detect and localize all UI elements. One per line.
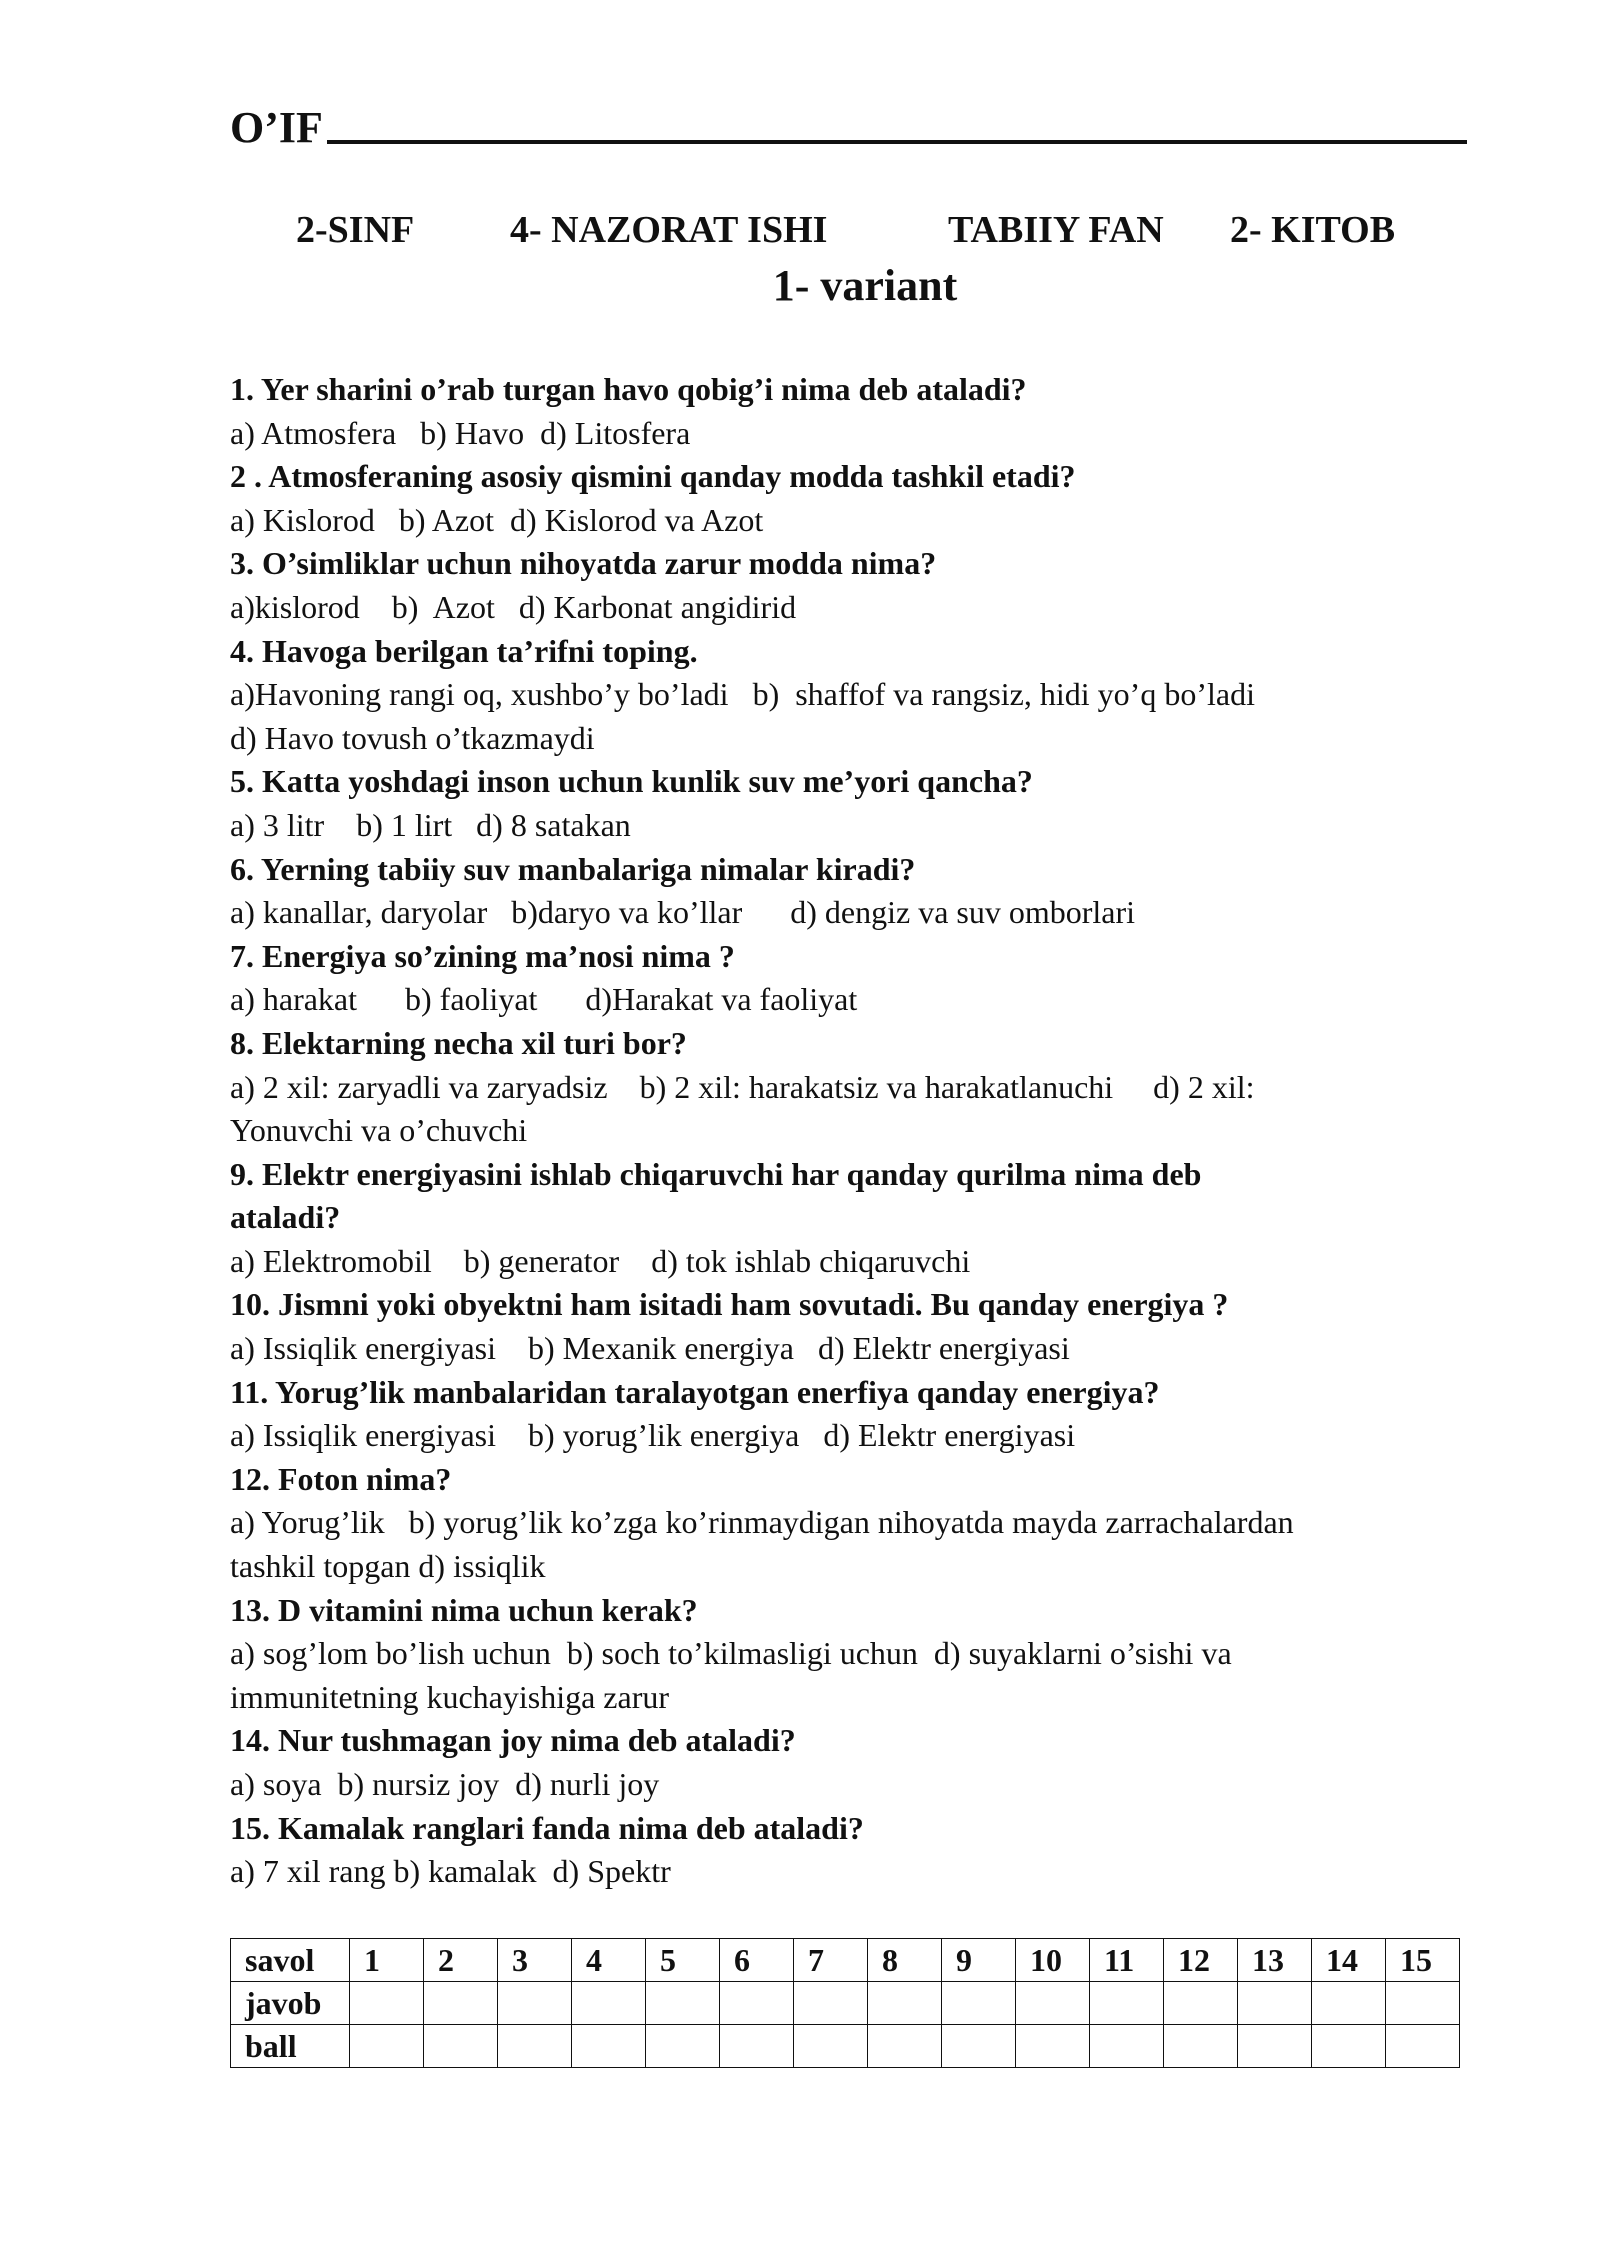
answer-cell[interactable]	[498, 1982, 572, 2025]
question-number-cell: 2	[424, 1939, 498, 1982]
question-block	[230, 630, 1510, 761]
answer-cell[interactable]	[942, 1982, 1016, 2025]
answer-options: a)kislorod b) Azot d) Karbonat angidirid	[230, 588, 797, 625]
answer-cell[interactable]	[794, 1982, 868, 2025]
question-text: 10. Jismni yoki obyektni ham isitadi ham sovutadi. Bu qanday energiya ?	[230, 1286, 1229, 1323]
question-text: 14. Nur tushmagan joy nima deb ataladi?	[230, 1722, 796, 1759]
question-number-cell: 6	[720, 1939, 794, 1982]
score-cell[interactable]	[424, 2025, 498, 2068]
question-number-cell: 10	[1016, 1939, 1090, 1982]
question-text: 2 . Atmosferaning asosiy qismini qanday modda tashkil etadi?	[230, 458, 1076, 495]
answer-cell[interactable]	[1238, 1982, 1312, 2025]
answer-options: a) 3 litr b) 1 lirt d) 8 satakan	[230, 806, 631, 843]
question-number-cell: 7	[794, 1939, 868, 1982]
score-cell[interactable]	[1386, 2025, 1460, 2068]
question-block	[230, 1807, 1510, 1894]
score-cell[interactable]	[942, 2025, 1016, 2068]
answer-cell[interactable]	[646, 1982, 720, 2025]
answer-options: d) Havo tovush o’tkazmaydi	[230, 719, 595, 756]
score-cell[interactable]	[720, 2025, 794, 2068]
question-block	[230, 760, 1510, 847]
answer-table	[230, 1938, 1460, 2068]
question-number-cell: 8	[868, 1939, 942, 1982]
score-cell[interactable]	[1016, 2025, 1090, 2068]
answer-options: tashkil topgan d) issiqlik	[230, 1548, 546, 1585]
answer-options: a)Havoning rangi oq, xushbo’y bo’ladi b) shaffof va rangsiz, hidi yo’q bo’ladi	[230, 676, 1255, 713]
answer-options: a) 7 xil rang b) kamalak d) Spektr	[230, 1853, 671, 1890]
score-cell[interactable]	[1090, 2025, 1164, 2068]
name-field-row	[230, 90, 1500, 150]
oif-label: O’IF	[230, 103, 323, 152]
score-cell[interactable]	[498, 2025, 572, 2068]
answer-options: a) Yorug’lik b) yorug’lik ko’zga ko’rinmaydigan nihoyatda mayda zarrachalardan	[230, 1504, 1294, 1541]
question-number-cell: 4	[572, 1939, 646, 1982]
question-number-cell: 14	[1312, 1939, 1386, 1982]
question-text: 8. Elektarning necha xil turi bor?	[230, 1024, 687, 1061]
question-text-continued: ataladi?	[230, 1199, 341, 1236]
question-text: 15. Kamalak ranglari fanda nima deb ataladi?	[230, 1809, 864, 1846]
answer-options: a) kanallar, daryolar b)daryo va ko’llar d) dengiz va suv omborlari	[230, 894, 1136, 931]
question-block	[230, 1371, 1510, 1458]
answer-options: a) Issiqlik energiyasi b) yorug’lik energiya d) Elektr energiyasi	[230, 1417, 1076, 1454]
score-cell[interactable]	[1312, 2025, 1386, 2068]
question-number-cell: 11	[1090, 1939, 1164, 1982]
question-block	[230, 1458, 1510, 1589]
answer-cell[interactable]	[424, 1982, 498, 2025]
score-cell[interactable]	[1164, 2025, 1238, 2068]
answer-cell[interactable]	[868, 1982, 942, 2025]
answer-options: Yonuvchi va o’chuvchi	[230, 1112, 528, 1149]
question-block	[230, 1022, 1510, 1153]
score-cell[interactable]	[868, 2025, 942, 2068]
question-block	[230, 848, 1510, 935]
answer-options: a) Kislorod b) Azot d) Kislorod va Azot	[230, 501, 764, 538]
answer-cell[interactable]	[1386, 1982, 1460, 2025]
table-row	[231, 1982, 1460, 2025]
question-text: 9. Elektr energiyasini ishlab chiqaruvchi har qanday qurilma nima deb	[230, 1155, 1202, 1192]
answer-cell[interactable]	[1312, 1982, 1386, 2025]
question-number-cell: 15	[1386, 1939, 1460, 1982]
question-block	[230, 1283, 1510, 1370]
answer-options: a) Issiqlik energiyasi b) Mexanik energiya d) Elektr energiyasi	[230, 1330, 1070, 1367]
question-text: 5. Katta yoshdagi inson uchun kunlik suv me’yori qancha?	[230, 763, 1033, 800]
answer-cell[interactable]	[720, 1982, 794, 2025]
question-number-cell: 13	[1238, 1939, 1312, 1982]
question-block	[230, 542, 1510, 629]
question-number-cell: 12	[1164, 1939, 1238, 1982]
question-text: 12. Foton nima?	[230, 1460, 452, 1497]
answer-options: immunitetning kuchayishiga zarur	[230, 1678, 669, 1715]
answer-options: a) soya b) nursiz joy d) nurli joy	[230, 1766, 660, 1802]
book-label: 2- KITOB	[1230, 209, 1396, 251]
answer-options: a) Atmosfera b) Havo d) Litosfera	[230, 414, 691, 451]
score-cell[interactable]	[350, 2025, 424, 2068]
worksheet-page	[230, 90, 1500, 2064]
answer-options: a) Elektromobil b) generator d) tok ishlab chiqaruvchi	[230, 1242, 971, 1279]
answer-cell[interactable]	[572, 1982, 646, 2025]
variant-title: 1- variant	[772, 261, 958, 310]
question-text: 1. Yer sharini o’rab turgan havo qobig’i nima deb ataladi?	[230, 371, 1027, 407]
row-label: javob	[231, 1982, 350, 2025]
question-block	[230, 1719, 1510, 1806]
question-text: 7. Energiya so’zining ma’nosi nima ?	[230, 937, 735, 974]
row-label: savol	[231, 1939, 350, 1982]
row-label: ball	[231, 2025, 350, 2068]
question-number-cell: 1	[350, 1939, 424, 1982]
answer-options: a) 2 xil: zaryadli va zaryadsiz b) 2 xil: harakatsiz va harakatlanuchi d) 2 xil:	[230, 1068, 1255, 1105]
answer-options: a) harakat b) faoliyat d)Harakat va faoliyat	[230, 981, 858, 1018]
test-label: 4- NAZORAT ISHI	[510, 209, 828, 251]
question-block	[230, 935, 1510, 1022]
question-text: 4. Havoga berilgan ta’rifni toping.	[230, 632, 698, 669]
table-row	[231, 2025, 1460, 2068]
answer-cell[interactable]	[1090, 1982, 1164, 2025]
table-row	[231, 1939, 1460, 1982]
question-text: 11. Yorug’lik manbalaridan taralayotgan enerfiya qanday energiya?	[230, 1373, 1160, 1410]
score-cell[interactable]	[1238, 2025, 1312, 2068]
question-block	[230, 455, 1510, 542]
question-number-cell: 5	[646, 1939, 720, 1982]
score-cell[interactable]	[646, 2025, 720, 2068]
answer-options: a) sog’lom bo’lish uchun b) soch to’kilmasligi uchun d) suyaklarni o’sishi va	[230, 1635, 1232, 1672]
subject-label: TABIIY FAN	[948, 209, 1164, 251]
question-text: 6. Yerning tabiiy suv manbalariga nimalar kiradi?	[230, 850, 916, 887]
question-block	[230, 1589, 1510, 1720]
answer-cell[interactable]	[350, 1982, 424, 2025]
score-cell[interactable]	[794, 2025, 868, 2068]
grade-label: 2-SINF	[296, 209, 415, 251]
question-block	[230, 1153, 1510, 1284]
question-list	[230, 368, 1510, 1894]
question-text: 3. O’simliklar uchun nihoyatda zarur modda nima?	[230, 545, 937, 582]
question-block	[230, 368, 1510, 455]
answer-cell[interactable]	[1164, 1982, 1238, 2025]
name-blank-line[interactable]	[327, 140, 1467, 144]
question-number-cell: 3	[498, 1939, 572, 1982]
answer-cell[interactable]	[1016, 1982, 1090, 2025]
question-text: 13. D vitamini nima uchun kerak?	[230, 1591, 698, 1628]
question-number-cell: 9	[942, 1939, 1016, 1982]
score-cell[interactable]	[572, 2025, 646, 2068]
test-header	[230, 208, 1500, 258]
